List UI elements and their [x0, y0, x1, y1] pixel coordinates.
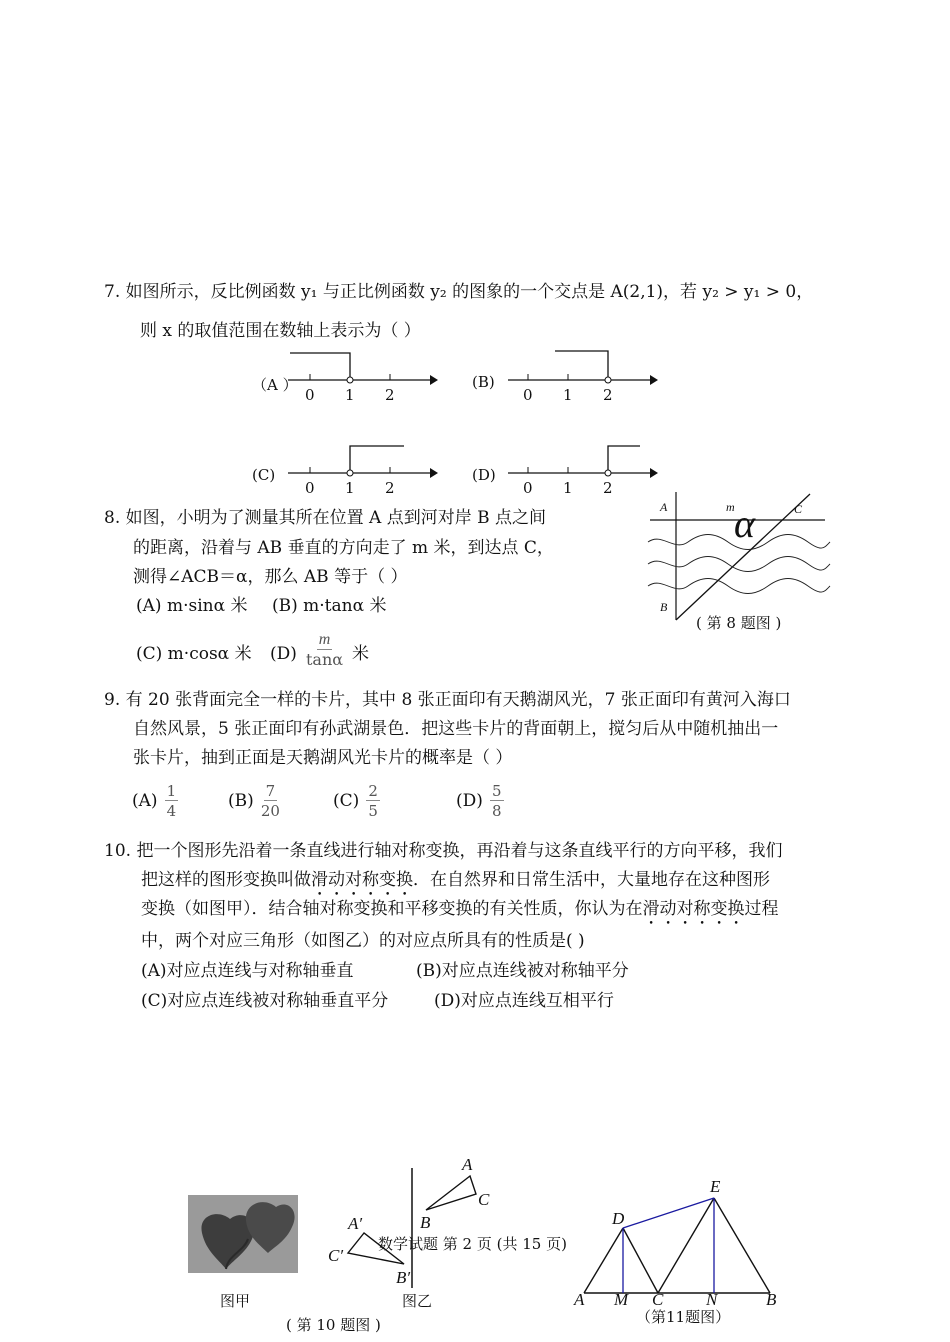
q7-stem-line2: 则 x 的取值范围在数轴上表示为（ ）: [140, 321, 421, 341]
q7-d-tick-0: 0: [523, 479, 533, 497]
q9-option-c-label: (C): [333, 791, 360, 811]
fig11-label-c: C: [652, 1290, 664, 1309]
q9-stem-line1: 9. 有 20 张背面完全一样的卡片，其中 8 张正面印有天鹅湖风光，7 张正面印有黄河入海口: [104, 690, 791, 710]
q7-c-tick-2: 2: [385, 479, 395, 497]
fig-jia-caption: 图甲: [220, 1292, 251, 1310]
q10-option-b: (B)对应点连线被对称轴平分: [416, 961, 629, 981]
q8-option-b: (B) m·tanα 米: [272, 596, 387, 616]
q7-option-c-label: (C): [252, 466, 276, 484]
q7-b-tick-0: 0: [523, 386, 533, 404]
triangle-diagram-q11: [580, 1190, 780, 1300]
q8-option-d-unit: 米: [352, 644, 369, 664]
fig8-label-b: B: [660, 600, 668, 614]
q9-option-d-label: (D): [456, 791, 483, 811]
fig10-label-c: C: [478, 1190, 490, 1209]
q10-line2-c: ．在自然界和日常生活中，大量地存在这种图形: [413, 870, 770, 890]
leaf-photo: [188, 1195, 298, 1273]
fig10-label-b-prime: B′: [396, 1268, 411, 1287]
q10-option-d: (D)对应点连线互相平行: [434, 991, 614, 1011]
fig8-caption: ( 第 8 题图 ): [696, 614, 782, 632]
q8-stem-line3: 测得∠ACB＝α，那么 AB 等于（ ）: [133, 567, 408, 587]
q8-option-d-label: (D): [270, 644, 297, 664]
fig8-label-alpha: α: [734, 501, 755, 546]
q10-line2-emph: 滑动对称变换: [311, 870, 413, 890]
fig11-label-b: B: [766, 1290, 777, 1309]
q10-option-a: (A)对应点连线与对称轴垂直: [141, 961, 354, 981]
q8-option-c: (C) m·cosα 米: [136, 644, 252, 664]
q7-option-b-label: (B): [472, 373, 495, 391]
fig-yi-caption: 图乙: [402, 1292, 433, 1310]
q9-option-d-den: 8: [492, 802, 502, 820]
q10-stem-line1: 10. 把一个图形先沿着一条直线进行轴对称变换，再沿着与这条直线平行的方向平移，我们: [104, 841, 783, 861]
q7-d-tick-1: 1: [563, 479, 573, 497]
q9-option-b-label: (B): [228, 791, 254, 811]
q10-line3-a: 变换（如图甲）．结合轴对称变换和平移变换的有关性质，你认为在: [141, 899, 643, 919]
page-footer: 数学试题 第 2 页 (共 15 页): [378, 1235, 567, 1253]
q8-option-d-num: m: [318, 631, 331, 648]
q9-stem-line2: 自然风景，5 张正面印有孙武湖景色．把这些卡片的背面朝上，搅匀后从中随机抽出一: [133, 719, 779, 739]
q10-stem-line3: [141, 898, 779, 929]
q8-stem-line2: 的距离，沿着与 AB 垂直的方向走了 m 米，到达点 C，: [133, 538, 554, 558]
q7-a-tick-0: 0: [305, 386, 315, 404]
q7-a-tick-1: 1: [345, 386, 355, 404]
q9-option-d-num: 5: [492, 782, 502, 800]
q8-option-d-den: tanα: [306, 650, 344, 669]
q9-option-a-den: 4: [166, 802, 177, 820]
q8-stem-line1: 8. 如图，小明为了测量其所在位置 A 点到河对岸 B 点之间: [104, 508, 547, 528]
q7-d-tick-2: 2: [603, 479, 613, 497]
q9-option-c-num: 2: [368, 782, 378, 800]
q7-c-tick-1: 1: [345, 479, 355, 497]
q10-stem-line2: [141, 869, 770, 900]
fig11-label-m: M: [614, 1290, 629, 1309]
fig10-label-a-prime: A′: [348, 1214, 363, 1233]
fig11-label-n: N: [706, 1290, 718, 1309]
leaf-icon: [188, 1195, 298, 1273]
fig11-label-e: E: [710, 1177, 721, 1196]
q8-option-a: (A) m·sinα 米: [136, 596, 248, 616]
fig8-label-c: C: [794, 502, 803, 516]
fig8-label-m: m: [726, 500, 735, 514]
q9-option-b: [228, 782, 282, 821]
q8-option-d-fraction: [304, 631, 345, 670]
fig11-caption: （第11题图）: [636, 1308, 731, 1326]
q10-option-c: (C)对应点连线被对称轴垂直平分: [141, 991, 389, 1011]
q10-stem-line4: 中，两个对应三角形（如图乙）的对应点所具有的性质是( ): [141, 931, 585, 951]
q9-option-a: [132, 782, 180, 821]
fig10-caption: ( 第 10 题图 ): [286, 1316, 381, 1334]
fig8-label-a: A: [660, 500, 668, 514]
q10-line3-emph: 滑动对称变换: [642, 899, 745, 919]
q10-line3-c: 过程: [744, 899, 779, 919]
q7-b-tick-1: 1: [563, 386, 573, 404]
number-line-a: [280, 345, 440, 395]
q7-option-d-label: (D): [472, 466, 496, 484]
q9-option-d: [456, 782, 506, 821]
q9-option-c: [333, 782, 382, 821]
fig10-label-a: A: [462, 1155, 473, 1174]
fig10-label-b: B: [420, 1213, 431, 1232]
fig11-label-a: A: [574, 1290, 585, 1309]
q7-stem-line1: 7. 如图所示，反比例函数 y₁ 与正比例函数 y₂ 的图象的一个交点是 A(2,1)，若 y₂ > y₁ > 0，: [104, 282, 814, 302]
q7-b-tick-2: 2: [603, 386, 613, 404]
number-line-c: [280, 438, 440, 488]
q9-option-b-num: 7: [265, 782, 276, 800]
q9-option-a-label: (A): [132, 791, 158, 811]
q10-line2-a: 把这样的图形变换叫做: [141, 870, 311, 890]
q9-option-b-den: 20: [260, 802, 280, 820]
q9-option-a-num: 1: [166, 782, 177, 800]
q7-option-a-label: （A ）: [252, 376, 298, 394]
fig10-label-c-prime: C′: [328, 1246, 344, 1265]
q9-option-c-den: 5: [368, 802, 378, 820]
q9-stem-line3: 张卡片，抽到正面是天鹅湖风光卡片的概率是（ ）: [133, 748, 513, 768]
q7-c-tick-0: 0: [305, 479, 315, 497]
fig11-label-d: D: [612, 1209, 625, 1228]
q7-a-tick-2: 2: [385, 386, 395, 404]
